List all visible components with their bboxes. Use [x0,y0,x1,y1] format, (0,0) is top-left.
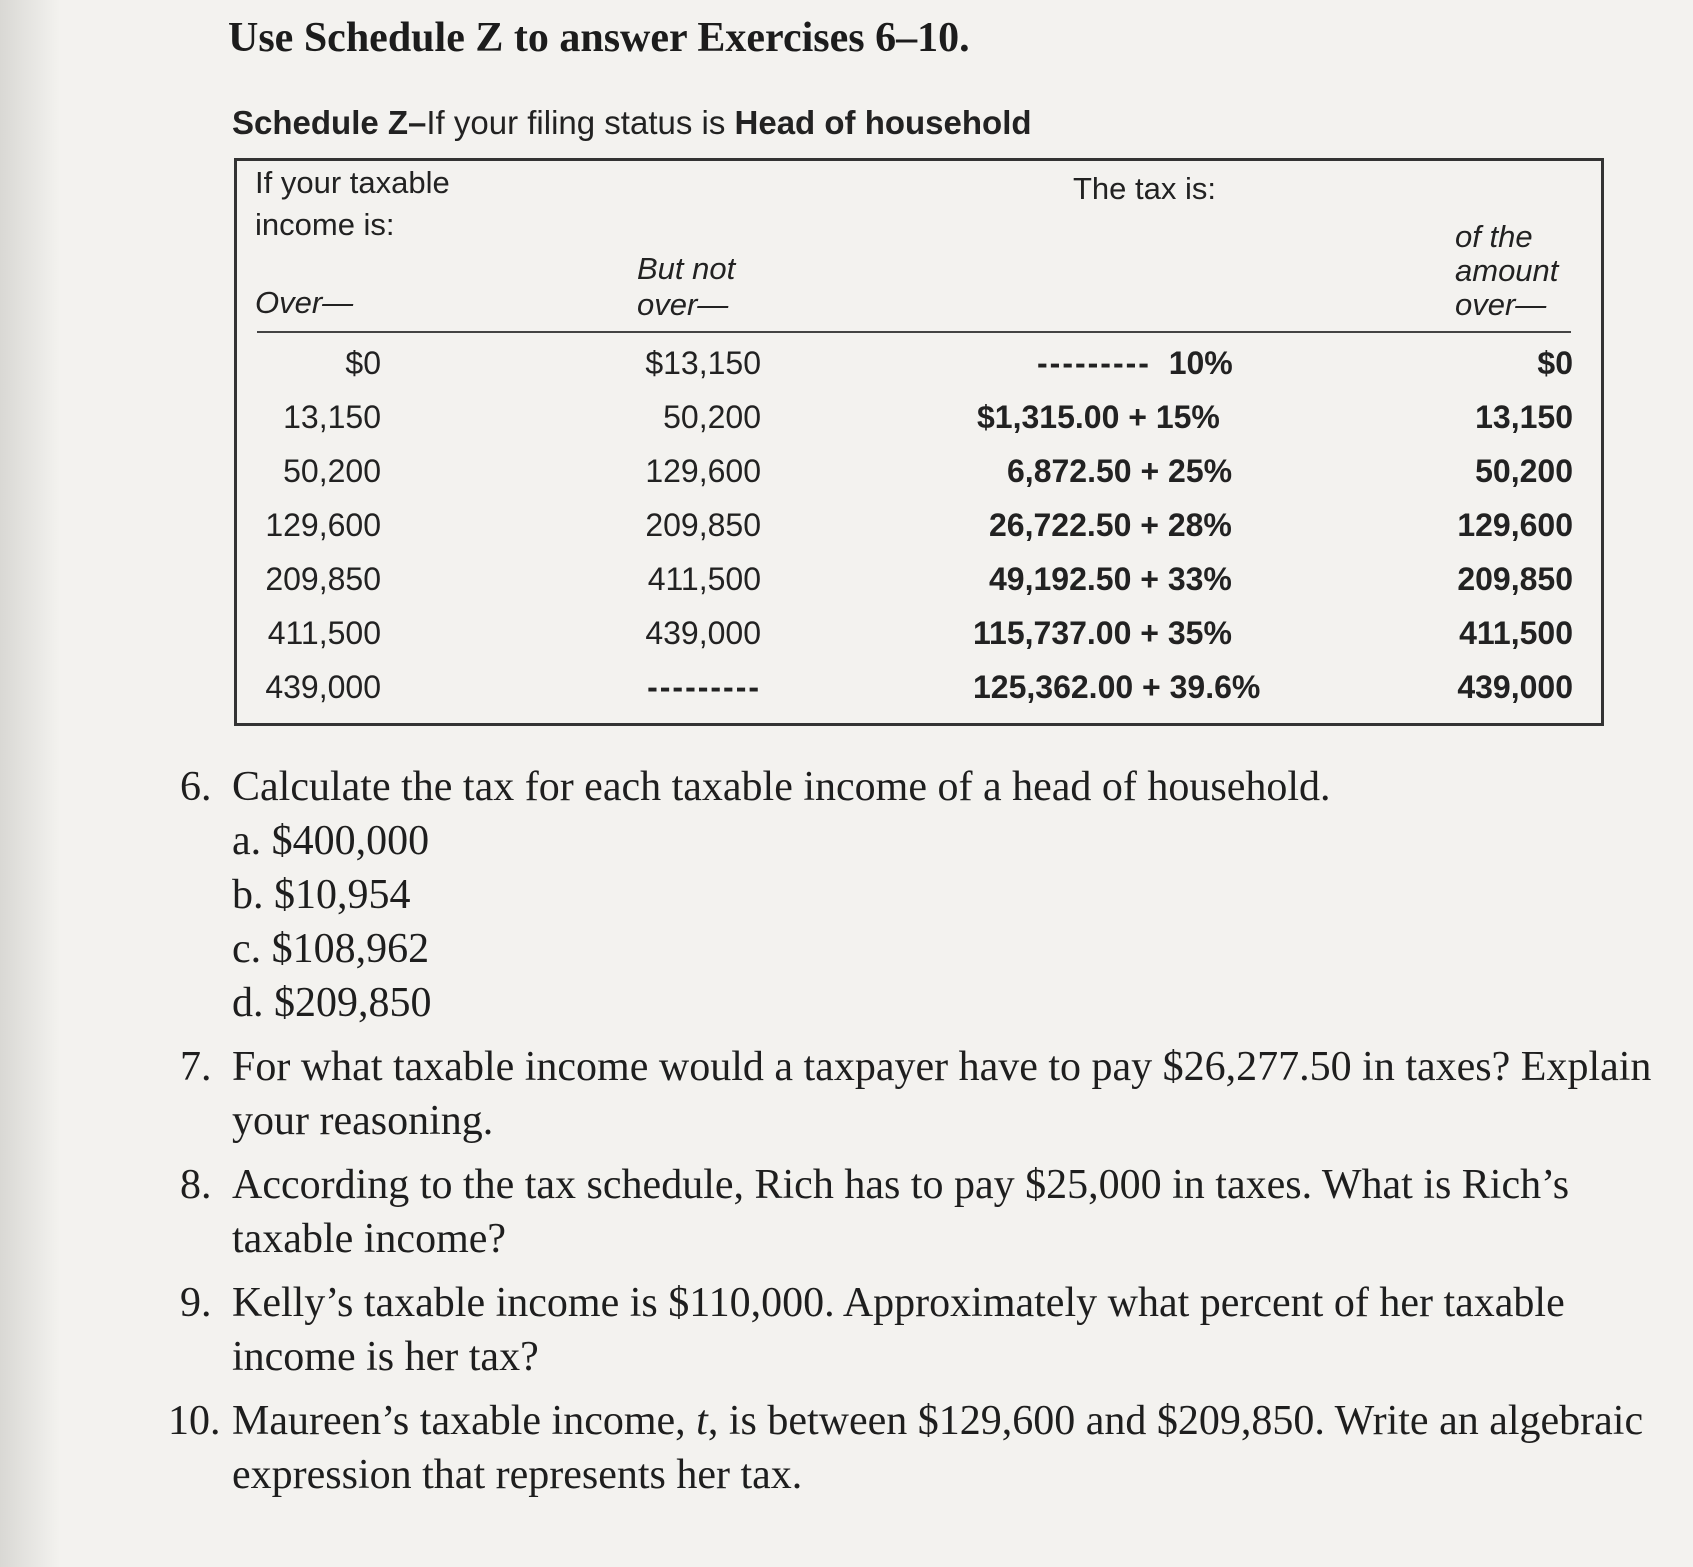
part-c: c. $108,962 [232,926,430,972]
exercise-text-end: , is between $129,600 and $209,850. Write an algebraic expression that represents her tax. [232,1398,1644,1498]
cell-tax-rate: 15% [1155,399,1220,435]
exercise-text: For what taxable income would a taxpayer have to pay $26,277.50 in taxes? Explain your reasoning. [232,1044,1652,1144]
cell-over: $0 [345,345,381,381]
cell-over: 209,850 [265,561,381,597]
cell-amount-over: 129,600 [1457,507,1573,543]
cell-amount-over: 209,850 [1457,561,1573,597]
cell-over: 50,200 [283,453,381,489]
cell-amount-over: $0 [1537,345,1573,381]
cell-not-over: 129,600 [645,453,761,489]
cell-not-over: 209,850 [645,507,761,543]
exercise-7 [180,1040,1670,1148]
exercise-list [168,760,1670,1512]
table-row [237,561,1601,611]
exercise-number: 8. [180,1162,212,1208]
cell-amount-over: 50,200 [1475,453,1573,489]
cell-not-over: 439,000 [645,615,761,651]
cell-tax-rate: 39.6% [1169,669,1261,705]
part-d: d. $209,850 [232,980,432,1026]
exercise-text [232,1394,1670,1502]
cell-tax [973,669,1533,706]
header-divider [257,331,1571,333]
table-row [237,453,1601,503]
exercise-6-parts [232,814,1670,1030]
cell-tax-base: $1,315.00 + [977,399,1147,435]
exercise-heading: Use Schedule Z to answer Exercises 6–10. [228,15,970,61]
cell-tax-rate: 10% [1168,345,1233,381]
header-of-amount-line2: amount [1455,253,1559,288]
cell-over: 439,000 [265,669,381,705]
schedule-label: Schedule Z– [232,104,427,141]
header-over: Over— [255,285,354,320]
table-row [237,615,1601,665]
cell-not-over: 411,500 [647,561,761,597]
cell-not-over: $13,150 [645,345,761,381]
header-but-not-line2: over— [637,287,729,322]
cell-over: 13,150 [283,399,381,435]
table-row [237,345,1601,395]
exercise-number: 10. [168,1398,221,1444]
cell-tax-base: 49,192.50 + [989,561,1159,597]
header-of-amount-line1: of the [1455,219,1533,254]
part-a: a. $400,000 [232,818,430,864]
cell-tax-base: 115,737.00 + [973,615,1159,651]
cell-tax-rate: 28% [1167,507,1232,543]
exercise-10 [168,1394,1670,1502]
cell-amount-over: 411,500 [1459,615,1573,651]
header-of-amount-line3: over— [1455,287,1547,322]
cell-tax-rate: 33% [1167,561,1232,597]
cell-over: 129,600 [265,507,381,543]
cell-tax-rate: 35% [1167,615,1232,651]
tax-schedule-table [234,158,1604,726]
schedule-title [232,104,1032,142]
cell-over: 411,500 [267,615,381,651]
exercise-text: Calculate the tax for each taxable income of a head of household. [232,764,1331,810]
variable-t: t [696,1398,708,1444]
exercise-number: 6. [180,764,212,810]
exercise-6 [180,760,1670,1030]
table-row [237,399,1601,449]
exercise-text: According to the tax schedule, Rich has to pay $25,000 in taxes. What is Rich’s taxable income? [232,1162,1570,1262]
exercise-number: 7. [180,1044,212,1090]
page-edge-shadow [0,0,60,1567]
filing-status: Head of household [734,104,1032,141]
table-row [237,669,1601,719]
cell-tax-base: --------- [1037,345,1151,381]
cell-not-over: 50,200 [663,399,761,435]
exercise-number: 9. [180,1280,212,1326]
exercise-8 [180,1158,1670,1266]
cell-tax-base: 26,722.50 + [989,507,1159,543]
cell-tax [977,399,1537,436]
cell-amount-over: 439,000 [1457,669,1573,705]
cell-tax-base: 6,872.50 + [1007,453,1160,489]
cell-tax [1037,345,1597,382]
header-income-line1: If your taxable [255,165,450,200]
exercise-text-start: Maureen’s taxable income, [232,1398,697,1444]
part-b: b. $10,954 [232,872,411,918]
header-tax-is: The tax is: [1073,171,1216,206]
cell-amount-over: 13,150 [1475,399,1573,435]
exercise-text: Kelly’s taxable income is $110,000. Approximately what percent of her taxable income is her tax? [232,1280,1565,1380]
header-but-not-line1: But not [637,251,736,286]
cell-tax [973,615,1533,652]
exercise-9 [180,1276,1670,1384]
cell-tax-base: 125,362.00 + [973,669,1161,705]
cell-not-over: --------- [647,669,761,705]
header-income-line2: income is: [255,207,395,242]
cell-tax-rate: 25% [1168,453,1233,489]
schedule-description: If your filing status is [426,104,735,141]
table-row [237,507,1601,557]
